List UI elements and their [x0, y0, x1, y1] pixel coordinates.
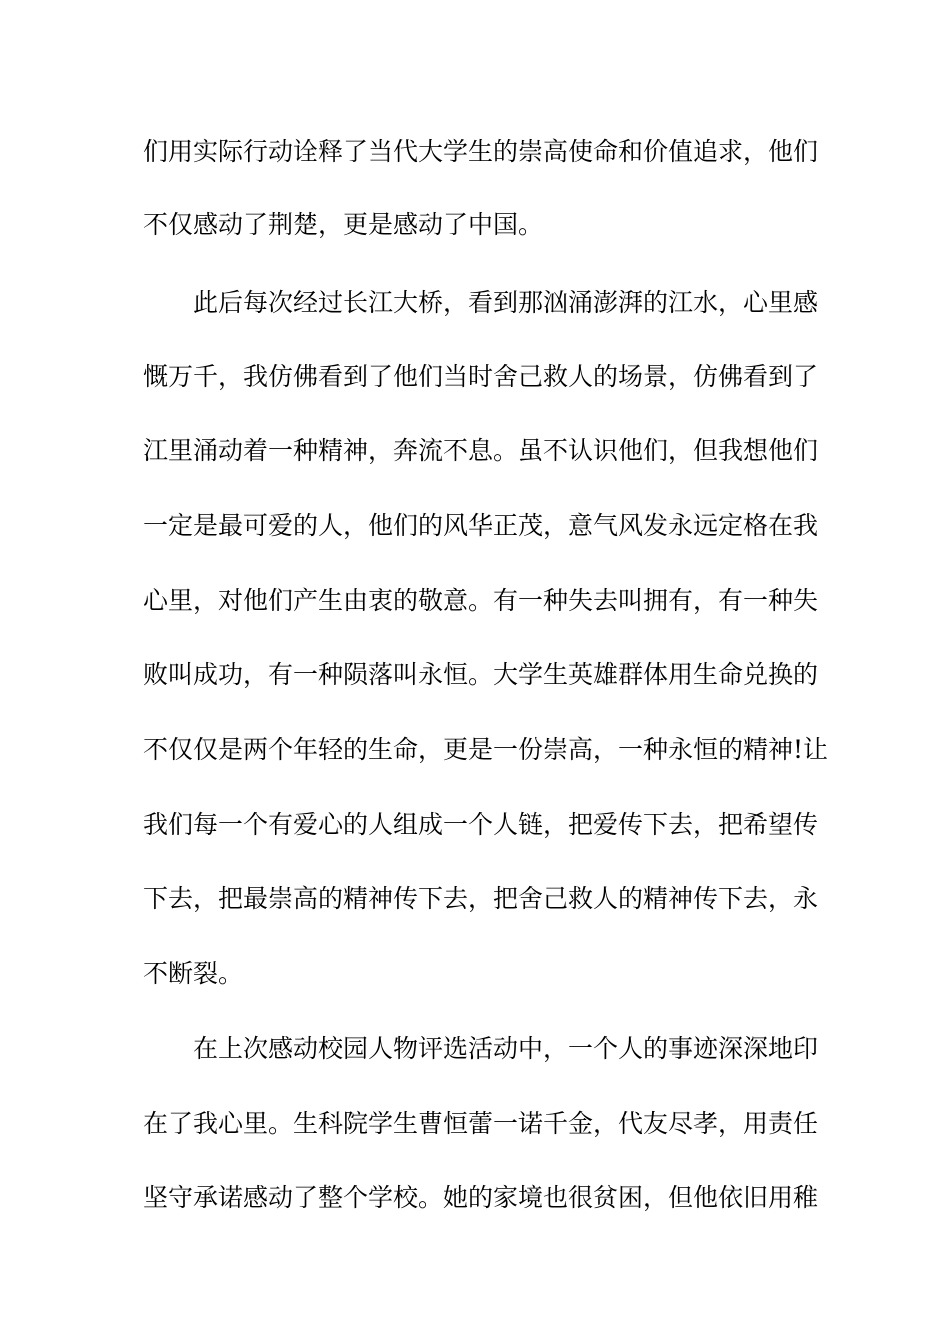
text-line: 我们每一个有爱心的人组成一个人链，把爱传下去，把希望传	[143, 810, 819, 839]
text-line: 不断裂。	[143, 959, 244, 988]
text-line: 江里涌动着一种精神，奔流不息。虽不认识他们，但我想他们	[143, 436, 819, 465]
text-line: 不仅仅是两个年轻的生命，更是一份崇高，一种永恒的精神!让	[143, 735, 829, 764]
text-line: 一定是最可爱的人，他们的风华正茂，意气风发永远定格在我	[143, 511, 819, 540]
text-line: 慨万千，我仿佛看到了他们当时舍己救人的场景，仿佛看到了	[143, 362, 819, 391]
paragraph-start-line: 在上次感动校园人物评选活动中，一个人的事迹深深地印	[193, 1034, 819, 1063]
text-line: 坚守承诺感动了整个学校。她的家境也很贫困，但他依旧用稚	[143, 1183, 819, 1212]
paragraph-start-line: 此后每次经过长江大桥，看到那汹涌澎湃的江水，心里感	[193, 288, 819, 317]
text-line: 败叫成功，有一种陨落叫永恒。大学生英雄群体用生命兑换的	[143, 660, 819, 689]
text-line: 不仅感动了荆楚，更是感动了中国。	[143, 210, 544, 239]
text-line: 在了我心里。生科院学生曹恒蕾一诺千金，代友尽孝，用责任	[143, 1109, 819, 1138]
text-line: 心里，对他们产生由衷的敬意。有一种失去叫拥有，有一种失	[143, 586, 819, 615]
text-line: 们用实际行动诠释了当代大学生的崇高使命和价值追求，他们	[143, 137, 819, 166]
text-line: 下去，把最崇高的精神传下去，把舍己救人的精神传下去，永	[143, 884, 819, 913]
